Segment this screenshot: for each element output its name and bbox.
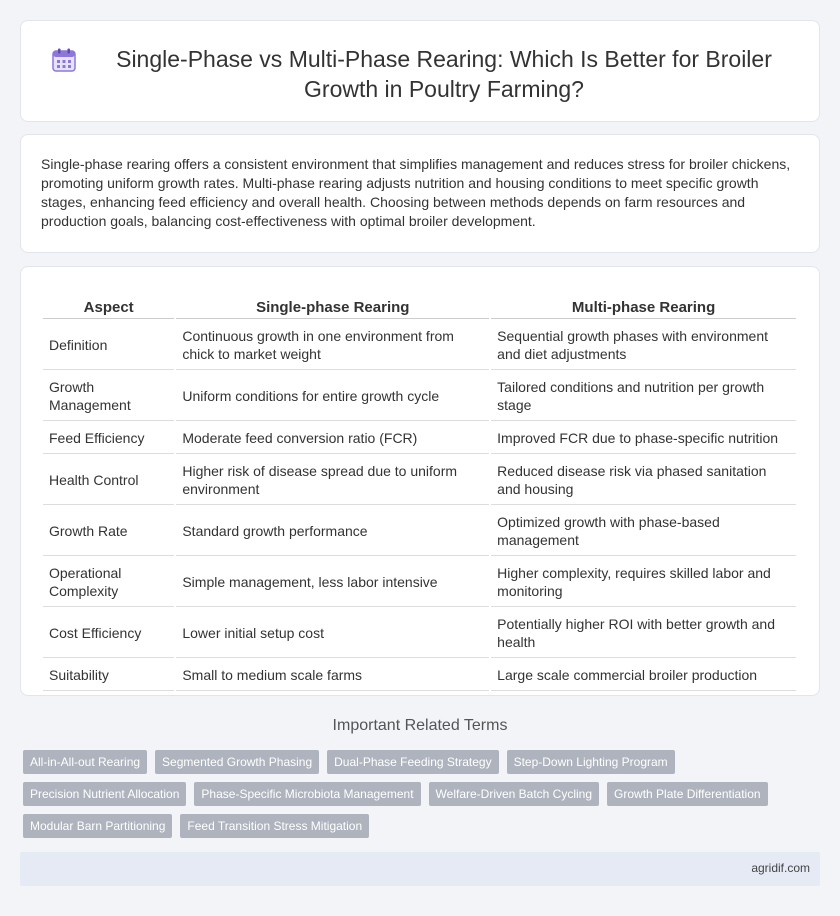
related-term-tag[interactable]: Modular Barn Partitioning: [23, 814, 172, 838]
related-terms-heading: Important Related Terms: [332, 717, 508, 734]
aspect-cell: Health Control: [43, 456, 174, 505]
multi-phase-cell: Reduced disease risk via phased sanitation and housing: [491, 456, 796, 505]
table-row: [43, 609, 796, 658]
multi-phase-cell: Optimized growth with phase-based management: [491, 507, 796, 556]
related-term-tag[interactable]: Feed Transition Stress Mitigation: [180, 814, 369, 838]
page-title: Single-Phase vs Multi-Phase Rearing: Which Is Better for Broiler Growth in Poultry Farming?: [116, 46, 772, 102]
summary-text: Single-phase rearing offers a consistent environment that simplifies management and reduces stress for broiler chickens, promoting uniform growth rates. Multi-phase rearing adjusts nutrition and housing conditions to meet specific growth stages, enhancing feed efficiency and overall health. Choosing between methods depends on farm resources and production goals, balancing cost-effectiveness with optimal broiler development.: [41, 156, 791, 229]
single-phase-cell: Small to medium scale farms: [176, 660, 489, 691]
aspect-cell: Growth Rate: [43, 507, 174, 556]
header-aspect: Aspect: [43, 297, 174, 319]
related-term-tag[interactable]: Dual-Phase Feeding Strategy: [327, 750, 498, 774]
multi-phase-cell: Higher complexity, requires skilled labor and monitoring: [491, 558, 796, 607]
single-phase-cell: Moderate feed conversion ratio (FCR): [176, 423, 489, 454]
table-row: [43, 372, 796, 421]
aspect-cell: Definition: [43, 321, 174, 370]
table-row: [43, 558, 796, 607]
header-single-phase: Single-phase Rearing: [176, 297, 489, 319]
related-term-tag[interactable]: Welfare-Driven Batch Cycling: [429, 782, 600, 806]
table-row: [43, 456, 796, 505]
multi-phase-cell: Sequential growth phases with environment and diet adjustments: [491, 321, 796, 370]
footer-site-link[interactable]: agridif.com: [751, 861, 810, 875]
aspect-cell: Feed Efficiency: [43, 423, 174, 454]
table-row: [43, 423, 796, 454]
comparison-card: [20, 266, 820, 696]
comparison-table: [41, 295, 798, 693]
multi-phase-cell: Large scale commercial broiler production: [491, 660, 796, 691]
header-multi-phase: Multi-phase Rearing: [491, 297, 796, 319]
related-term-tag[interactable]: All-in-All-out Rearing: [23, 750, 147, 774]
single-phase-cell: Lower initial setup cost: [176, 609, 489, 658]
multi-phase-cell: Potentially higher ROI with better growth and health: [491, 609, 796, 658]
summary-card: [20, 134, 820, 253]
multi-phase-cell: Improved FCR due to phase-specific nutrition: [491, 423, 796, 454]
related-term-tag[interactable]: Growth Plate Differentiation: [607, 782, 768, 806]
single-phase-cell: Uniform conditions for entire growth cycle: [176, 372, 489, 421]
aspect-cell: Operational Complexity: [43, 558, 174, 607]
related-terms-list: [23, 750, 783, 838]
related-term-tag[interactable]: Precision Nutrient Allocation: [23, 782, 186, 806]
table-header-row: [43, 297, 796, 319]
related-term-tag[interactable]: Segmented Growth Phasing: [155, 750, 319, 774]
multi-phase-cell: Tailored conditions and nutrition per growth stage: [491, 372, 796, 421]
aspect-cell: Suitability: [43, 660, 174, 691]
related-term-tag[interactable]: Phase-Specific Microbiota Management: [194, 782, 420, 806]
table-row: [43, 321, 796, 370]
single-phase-cell: Standard growth performance: [176, 507, 489, 556]
single-phase-cell: Continuous growth in one environment from chick to market weight: [176, 321, 489, 370]
related-term-tag[interactable]: Step-Down Lighting Program: [507, 750, 675, 774]
aspect-cell: Growth Management: [43, 372, 174, 421]
aspect-cell: Cost Efficiency: [43, 609, 174, 658]
table-row: [43, 660, 796, 691]
title-card: [20, 20, 820, 122]
single-phase-cell: Simple management, less labor intensive: [176, 558, 489, 607]
single-phase-cell: Higher risk of disease spread due to uniform environment: [176, 456, 489, 505]
footer: [20, 852, 820, 886]
table-row: [43, 507, 796, 556]
calendar-icon: [51, 47, 77, 73]
